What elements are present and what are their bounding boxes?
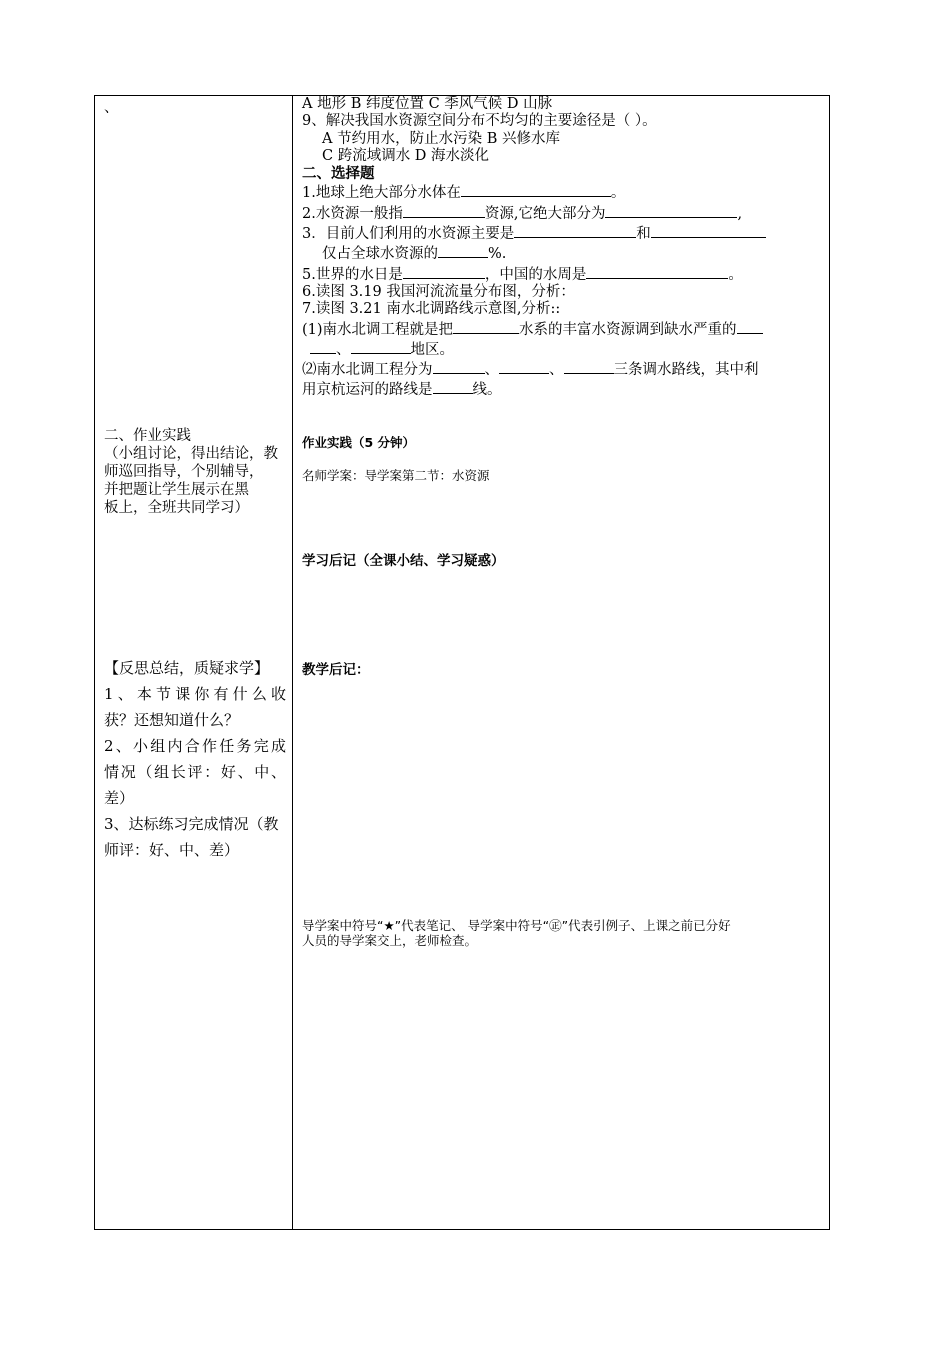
answer-blank[interactable] [461,182,611,197]
fill-question-3-cont: 仅占全球水资源的 %. [302,243,824,263]
column-divider [292,95,293,1230]
q9-stem: 9、解决我国水资源空间分布不均匀的主要途径是（ ）。 [302,113,657,130]
study-notes-heading: 学习后记（全课小结、学习疑惑） [302,553,505,569]
answer-blank[interactable] [737,319,763,334]
fill-question-2: 2.水资源一般指 资源,它绝大部分为 , [302,203,824,223]
q8-options: A 地形 B 纬度位置 C 季风气候 D 山脉 [302,96,553,112]
answer-blank[interactable] [310,339,336,354]
section-title: 二、选择题 [302,165,375,183]
reflection-line: 3、达标练习完成情况（教 [104,815,279,833]
teaching-notes-heading: 教学后记： [302,662,370,678]
reflection-line: 获？还想知道什么？ [104,711,240,729]
q9-options: C 跨流域调水 D 海水淡化 [322,147,490,164]
fill-question-7: 7.读图 3.21 南水北调路线示意图,分析:: [302,301,561,318]
answer-blank[interactable] [651,223,766,238]
fill-question-1: 1.地球上绝大部分水体在 。 [302,182,824,202]
answer-blank[interactable] [586,264,728,279]
answer-blank[interactable] [403,203,485,218]
answer-blank[interactable] [514,223,636,238]
questions-block [302,96,824,400]
fill-question-7-3: 用京杭运河的路线是 线。 [302,379,824,399]
fill-question-7-1-cont: 、 地区。 [302,339,824,359]
homework-title: 二、作业实践 [104,428,191,444]
answer-blank[interactable] [351,339,411,354]
fill-question-7-2: ⑵南水北调工程分为 、 、 三条调水路线，其中利 [302,359,824,379]
answer-blank[interactable] [453,319,519,334]
fill-question-7-1: (1)南水北调工程就是把 水系的丰富水资源调到缺水严重的 [302,319,824,339]
homework-desc-line: 师巡回指导，个别辅导， [104,464,264,480]
reflection-line: 师评：好、中、差） [104,841,240,859]
footnote [302,918,824,948]
fill-question-3: 3．目前人们利用的水资源主要是 和 [302,223,824,243]
homework-desc-line: （小组讨论，得出结论，教 [104,446,278,462]
reflection-section [104,655,286,863]
answer-blank[interactable] [403,264,485,279]
homework-desc-line: 板上，全班共同学习） [104,500,249,516]
answer-blank[interactable] [433,359,485,374]
reflection-line: 情况（组长评：好、中、 [104,763,286,781]
answer-blank[interactable] [433,379,473,394]
answer-blank[interactable] [564,359,614,374]
q9-options: A 节约用水，防止水污染 B 兴修水库 [322,130,560,147]
footnote-line: 人员的导学案交上，老师检查。 [302,933,478,948]
fill-question-5: 5.世界的水日是 ，中国的水周是 。 [302,264,824,284]
reflection-line: 差） [104,789,135,807]
homework-reference: 名师学案：导学案第二节：水资源 [302,468,490,483]
homework-section [104,427,286,517]
reflection-line: 2、小组内合作任务完成 [104,737,286,755]
left-mark: 、 [104,100,119,116]
reflection-title: 【反思总结，质疑求学】 [104,659,270,677]
footnote-line: 导学案中符号“★”代表笔记、 导学案中符号“㊣”代表引例子、上课之前已分好 [302,918,731,933]
fill-question-6: 6.读图 3.19 我国河流流量分布图，分析： [302,283,575,300]
reflection-line: 1、本节课你有什么收 [104,685,286,703]
answer-blank[interactable] [605,203,737,218]
homework-desc-line: 并把题让学生展示在黑 [104,482,249,498]
answer-blank[interactable] [438,243,488,258]
homework-heading: 作业实践（5 分钟） [302,435,416,450]
answer-blank[interactable] [499,359,549,374]
